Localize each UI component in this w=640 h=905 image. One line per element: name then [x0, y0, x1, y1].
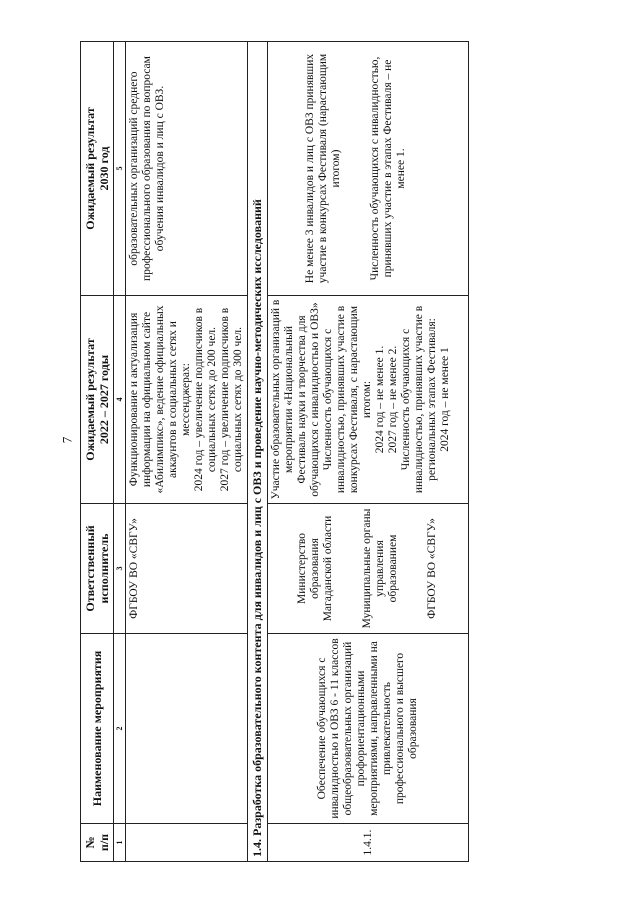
column-number: 4 [114, 296, 126, 504]
header-result-2022-2027: Ожидаемый результат 2022 – 2027 годы [81, 296, 114, 504]
cell-result-2030: образовательных организаций среднего профессионального образования по вопросам обучения инвалидов и лиц с ОВЗ. [126, 42, 248, 296]
column-number: 5 [114, 42, 126, 296]
header-activity: Наименование мероприятия [81, 634, 114, 824]
executor-ministry: Министерство образования Магаданской области [296, 515, 334, 622]
table-row [268, 42, 469, 862]
executor-university: ФГБОУ ВО «СВГУ» [426, 518, 438, 619]
cell-result-2030 [268, 42, 469, 296]
header-executor: Ответственный исполнитель [81, 504, 114, 634]
cell-executor: ФГБОУ ВО «СВГУ» [126, 504, 248, 634]
cell-activity: Обеспечение обучающихся с инвалидностью и ОВЗ 6 - 11 классов общеобразовательных организаций профориентационными мероприятиями, направленными на привлекательность профессионального и высшего образования [268, 634, 469, 824]
page-number: 7 [59, 436, 75, 444]
column-number-row [114, 42, 126, 862]
cell-result-2022-2027: Участие образовательных организаций в мероприятии «Национальный Фестиваль науки и творчества для обучающихся с инвалидностью и ОВЗ» Численность обучающихся с инвалидностью, принявших участие в конкурсах Фестиваля, с нарастающим итогом: 2024 год – не менее 1. 2027 год – не менее 2. Численность обучающихся с инвалидностью, принявших участие в региональных этапах Фестиваля: 2024 год – не менее 1 [268, 296, 469, 504]
plan-table [80, 41, 469, 862]
executor-municipal: Муниципальные органы управления образованием [361, 508, 399, 629]
cell-result-2022-2027: Функционирование и актуализация информации на официальном сайте «Абилимпикс», ведение официальных аккаунтов в социальных сетях и мессенджерах: 2024 год – увеличение подписчиков в социальных сетях до 200 чел. 2027 год – увеличение подписчиков в социальных сетях до 300 чел. [126, 296, 248, 504]
cell-number [126, 824, 248, 862]
section-title: 1.4. Разработка образовательного контента для инвалидов и лиц с ОВЗ и проведение научно-методических исследований [248, 42, 268, 862]
rotated-document-page [80, 42, 520, 862]
cell-number: 1.4.1. [268, 824, 469, 862]
header-result-2030: Ожидаемый результат 2030 год [81, 42, 114, 296]
column-number: 2 [114, 634, 126, 824]
header-number: № п/п [81, 824, 114, 862]
cell-activity [126, 634, 248, 824]
column-number: 3 [114, 504, 126, 634]
header-row [81, 42, 114, 862]
table-row [126, 42, 248, 862]
column-number: 1 [114, 824, 126, 862]
cell-executor [268, 504, 469, 634]
section-row [248, 42, 268, 862]
result-2030-stages: Численность обучающихся с инвалидностью, принявших участие в этапах Фестиваля – не менее 1. [369, 56, 407, 281]
result-2030-participants: Не менее 3 инвалидов и лиц с ОВЗ принявших участие в конкурсах Фестиваля (нарастающим итогом) [304, 53, 342, 284]
